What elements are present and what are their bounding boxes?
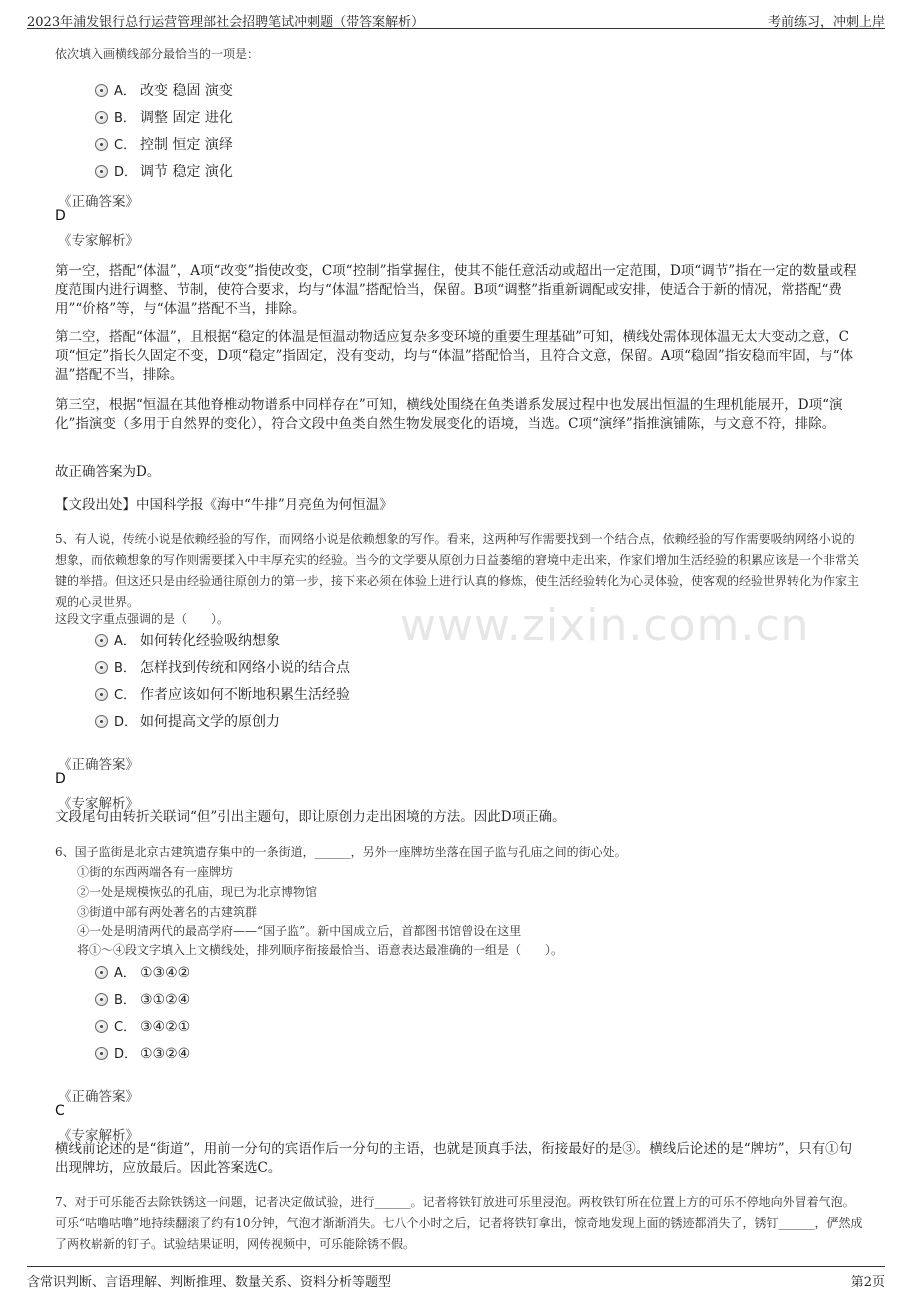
analysis-paragraph: 横线前论述的是“街道”，用前一分句的宾语作后一分句的主语，也就是顶真手法，衔接最好的是③。横线后论述的是“牌坊”，只有①句出现牌坊，应放最后。因此答案选C。 <box>55 1141 853 1176</box>
analysis-label: 《专家解析》 <box>58 233 139 249</box>
text-source: 【文段出处】中国科学报《海中“牛排”月亮鱼为何恒温》 <box>55 497 393 513</box>
analysis-label: 《专家解析》 <box>58 1128 139 1144</box>
answer-label: 《正确答案》 <box>58 757 139 773</box>
q5-option-b[interactable]: B． 怎样找到传统和网络小说的结合点 <box>95 657 350 679</box>
q5-option-d[interactable]: D． 如何提高文学的原创力 <box>95 711 280 733</box>
radio-button-icon[interactable] <box>95 111 108 124</box>
sentence-item: ④一处是明清两代的最高学府——“国子监”。新中国成立后，首都图书馆曾设在这里 <box>77 924 522 938</box>
radio-button-icon[interactable] <box>95 688 108 701</box>
header-slogan: 考前练习，冲刺上岸 <box>767 15 885 30</box>
radio-button-icon[interactable] <box>95 138 108 151</box>
answer-label: 《正确答案》 <box>58 194 139 210</box>
footer-note: 含常识判断、言语理解、判断推理、数量关系、资料分析等题型 <box>27 1275 392 1290</box>
question-prompt: 这段文字重点强调的是（ ）。 <box>55 612 230 626</box>
q6-option-d[interactable]: D． ①③②④ <box>95 1043 190 1065</box>
radio-button-icon[interactable] <box>95 1020 108 1033</box>
question-stem: 7、对于可乐能否去除铁锈这一问题，记者决定做试验，进行______。记者将铁钉放进可乐里浸泡。两枚铁钉所在位置上方的可乐不停地向外冒着气泡。可乐“咕噜咕噜”地持续翻滚了约有10分钟，气泡才渐渐消失。七八个小时之后，记者将铁钉拿出，惊奇地发现上面的锈迹都消失了，锈钉______，俨然成了两枚崭新的钉子。试验结果证明，网传视频中，可乐能除锈不假。 <box>55 1195 863 1251</box>
correct-answer: D <box>55 771 66 787</box>
document-title: 2023年浦发银行总行运营管理部社会招聘笔试冲刺题（带答案解析） <box>27 15 425 30</box>
page-footer <box>27 1266 885 1290</box>
radio-button-icon[interactable] <box>95 661 108 674</box>
q6-option-a[interactable]: A． ①③④② <box>95 962 190 984</box>
analysis-paragraph: 文段尾句由转折关联词“但”引出主题句，即让原创力走出困境的方法。因此D项正确。 <box>55 809 566 825</box>
q4-option-a[interactable]: A． 改变 稳固 演变 <box>95 80 233 102</box>
radio-button-icon[interactable] <box>95 966 108 979</box>
page-number: 第2页 <box>850 1275 885 1290</box>
q4-option-b[interactable]: B． 调整 固定 进化 <box>95 107 233 129</box>
analysis-paragraph: 第二空，搭配“体温”，且根据“稳定的体温是恒温动物适应复杂多变环境的重要生理基础”可知，横线处需体现体温无太大变动之意，C项“恒定”指长久固定不变，D项“稳定”指固定，没有变动，均与“体温”搭配恰当，且符合文意，保留。A项“稳固”指安稳而牢固，与“体温”搭配不当，排除。 <box>55 329 854 383</box>
answer-label: 《正确答案》 <box>58 1089 139 1105</box>
question-stem: 6、国子监街是北京古建筑遗存集中的一条街道，______，另外一座牌坊坐落在国子监与孔庙之间的街心处。 <box>55 845 627 859</box>
radio-button-icon[interactable] <box>95 634 108 647</box>
radio-button-icon[interactable] <box>95 165 108 178</box>
q4-option-d[interactable]: D． 调节 稳定 演化 <box>95 161 233 183</box>
radio-button-icon[interactable] <box>95 84 108 97</box>
analysis-paragraph: 第三空，根据“恒温在其他脊椎动物谱系中同样存在”可知，横线处围绕在鱼类谱系发展过程中也发展出恒温的生理机能展开，D项“演化”指演变（多用于自然界的变化），符合文段中鱼类自然生物发展变化的语境，当选。C项“演绎”指推演铺陈，与文意不符，排除。 <box>55 397 843 432</box>
correct-answer: C <box>55 1103 65 1119</box>
analysis-paragraph: 第一空，搭配“体温”，A项“改变”指使改变，C项“控制”指掌握住，使其不能任意活动或超出一定范围，D项“调节”指在一定的数量或程度范围内进行调整、节制，使符合要求，均与“体温”搭配恰当，保留。B项“调整”指重新调配或安排，使适合于新的情况，常搭配“费用”“价格”等，与“体温”搭配不当，排除。 <box>55 263 857 317</box>
question-prompt: 将①～④段文字填入上文横线处，排列顺序衔接最恰当、语意表达最准确的一组是（ ）。 <box>77 943 564 957</box>
sentence-item: ①街的东西两端各有一座牌坊 <box>77 865 234 879</box>
page-header <box>27 8 885 29</box>
radio-button-icon[interactable] <box>95 993 108 1006</box>
analysis-label: 《专家解析》 <box>58 796 139 812</box>
sentence-item: ②一处是规模恢弘的孔庙，现已为北京博物馆 <box>77 885 318 899</box>
sentence-item: ③街道中部有两处著名的古建筑群 <box>77 905 258 919</box>
q5-option-c[interactable]: C． 作者应该如何不断地积累生活经验 <box>95 684 350 706</box>
q6-option-c[interactable]: C． ③④②① <box>95 1016 190 1038</box>
radio-button-icon[interactable] <box>95 1047 108 1060</box>
q6-option-b[interactable]: B． ③①②④ <box>95 989 190 1011</box>
radio-button-icon[interactable] <box>95 715 108 728</box>
analysis-conclusion: 故正确答案为D。 <box>55 464 161 480</box>
question-prompt: 依次填入画横线部分最恰当的一项是： <box>55 47 260 61</box>
q5-option-a[interactable]: A． 如何转化经验吸纳想象 <box>95 630 280 652</box>
question-stem: 5、有人说，传统小说是依赖经验的写作，而网络小说是依赖想象的写作。看来，这两种写作需要找到一个结合点，依赖经验的写作需要吸纳网络小说的想象，而依赖想象的写作则需要揉入中丰厚充实的经验。当今的文学要从原创力日益萎缩的窘境中走出来，作家们增加生活经验的积累应该是一个非常关键的举措。但这还只是由经验通往原创力的第一步，接下来必须在体验上进行认真的修炼，使生活经验转化为心灵体验，使客观的经验世界转化为作家主观的心灵世界。 <box>55 532 860 609</box>
q4-option-c[interactable]: C． 控制 恒定 演绎 <box>95 134 233 156</box>
correct-answer: D <box>55 208 66 224</box>
watermark: www.zixin.com.cn <box>400 600 810 651</box>
